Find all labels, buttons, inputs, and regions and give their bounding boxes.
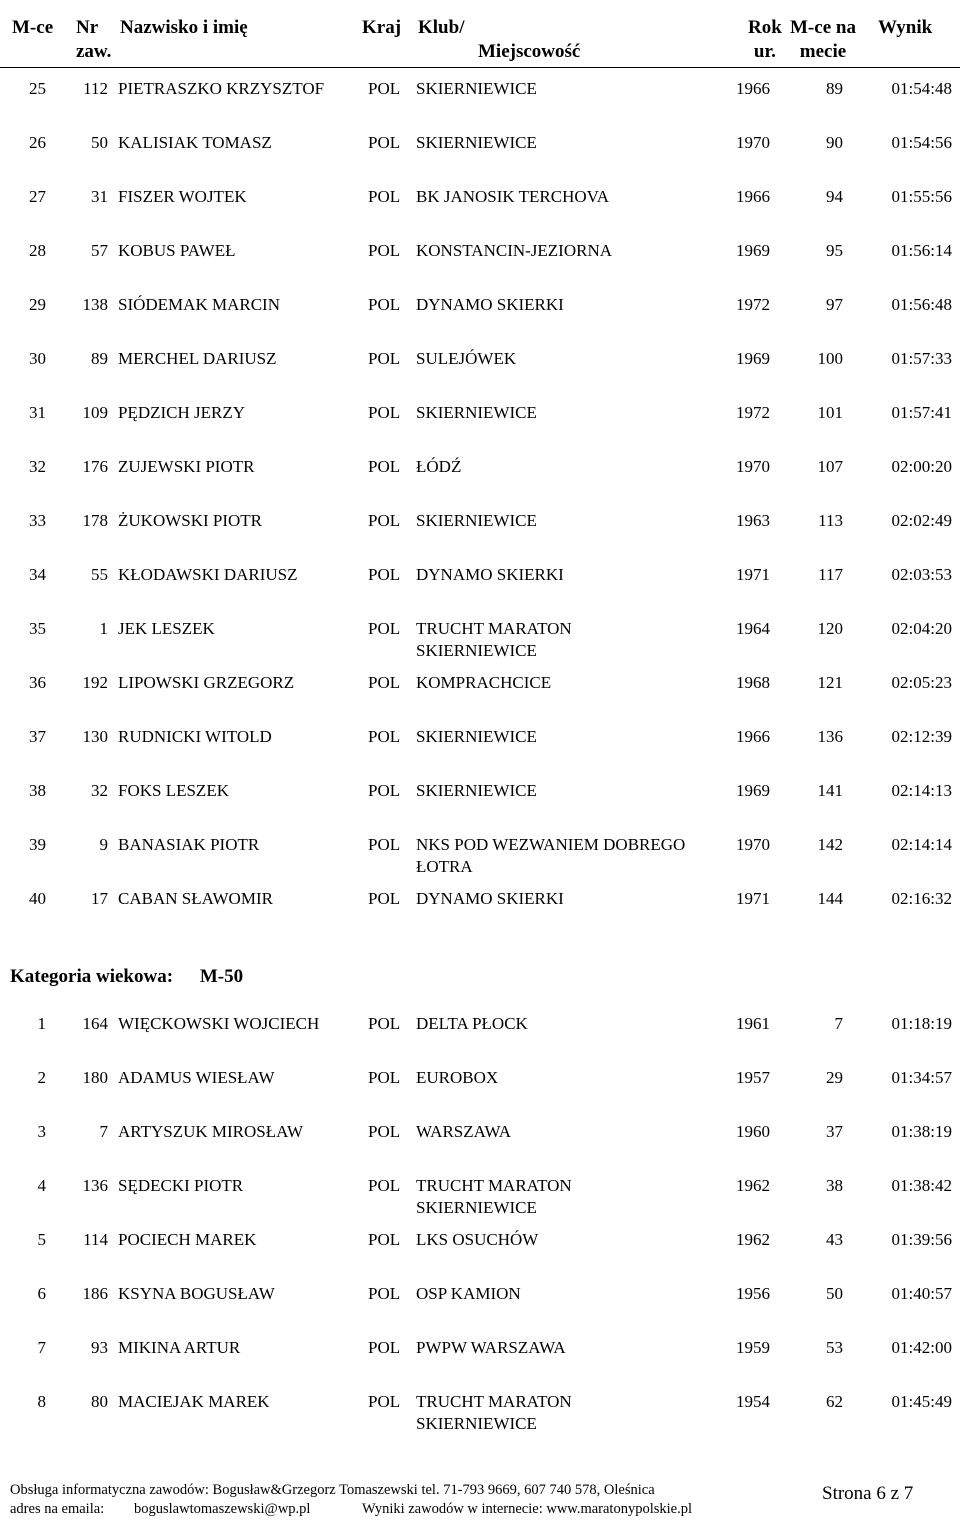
- cell-place: 25: [29, 79, 46, 98]
- club-line: SKIERNIEWICE: [416, 1414, 537, 1433]
- cell-name: ADAMUS WIESŁAW: [118, 1068, 275, 1087]
- cell-club: [416, 888, 564, 910]
- club-line: DYNAMO SKIERKI: [416, 295, 564, 314]
- cell-year: 1962: [736, 1176, 770, 1195]
- table-row: [0, 294, 960, 340]
- cell-result: 02:04:20: [891, 619, 952, 638]
- club-line: SKIERNIEWICE: [416, 511, 537, 530]
- cell-place: 32: [29, 457, 46, 476]
- table-row: [0, 1337, 960, 1383]
- cell-country: POL: [368, 727, 401, 746]
- cell-place: 39: [29, 835, 46, 854]
- cell-bib: 89: [91, 349, 108, 368]
- cell-year: 1972: [736, 403, 770, 422]
- cell-result: 01:39:56: [891, 1230, 952, 1249]
- cell-place: 35: [29, 619, 46, 638]
- table-row: [0, 1175, 960, 1221]
- club-line: KONSTANCIN-JEZIORNA: [416, 241, 613, 260]
- cell-category-place: 90: [826, 133, 843, 152]
- cell-name: FOKS LESZEK: [118, 781, 229, 800]
- cell-club: [416, 294, 564, 316]
- cell-bib: 109: [82, 403, 108, 422]
- cell-place: 31: [29, 403, 46, 422]
- cell-result: 01:56:14: [891, 241, 952, 260]
- footer-service-info: Obsługa informatyczna zawodów: Bogusław&Grzegorz Tomaszewski tel. 71-793 9669, 607 740 578, Oleśnica: [10, 1482, 655, 1498]
- cell-bib: 93: [91, 1338, 108, 1357]
- cell-club: [416, 1229, 538, 1251]
- category-value: M-50: [199, 966, 244, 987]
- cell-category-place: 120: [817, 619, 843, 638]
- header-result: Wynik: [878, 17, 933, 38]
- cell-bib: 192: [82, 673, 108, 692]
- cell-club: [416, 780, 537, 802]
- cell-country: POL: [368, 1338, 401, 1357]
- cell-year: 1954: [736, 1392, 770, 1411]
- club-line: DYNAMO SKIERKI: [416, 889, 564, 908]
- cell-country: POL: [368, 1122, 401, 1141]
- cell-country: POL: [368, 1392, 401, 1411]
- cell-result: 01:57:41: [891, 403, 952, 422]
- cell-category-place: 94: [826, 187, 843, 206]
- cell-bib: 180: [82, 1068, 108, 1087]
- cell-year: 1971: [736, 889, 770, 908]
- cell-category-place: 107: [817, 457, 843, 476]
- cell-club: [416, 618, 572, 662]
- cell-club: [416, 240, 612, 262]
- cell-country: POL: [368, 79, 401, 98]
- cell-year: 1969: [736, 781, 770, 800]
- cell-result: 01:38:42: [891, 1176, 952, 1195]
- cell-country: POL: [368, 457, 401, 476]
- club-line: TRUCHT MARATON: [416, 619, 572, 638]
- table-row: [0, 780, 960, 826]
- cell-year: 1964: [736, 619, 770, 638]
- club-line: EUROBOX: [416, 1068, 499, 1087]
- cell-category-place: 50: [826, 1284, 843, 1303]
- cell-club: [416, 1337, 566, 1359]
- cell-bib: 1: [99, 619, 108, 638]
- cell-year: 1963: [736, 511, 770, 530]
- table-row: [0, 1229, 960, 1275]
- cell-country: POL: [368, 889, 401, 908]
- table-row: [0, 510, 960, 556]
- cell-place: 29: [29, 295, 46, 314]
- table-row: [0, 132, 960, 178]
- cell-club: [416, 510, 537, 532]
- club-line: SKIERNIEWICE: [416, 403, 537, 422]
- cell-bib: 176: [82, 457, 108, 476]
- cell-result: 02:16:32: [891, 889, 952, 908]
- cell-country: POL: [368, 241, 401, 260]
- club-line: SKIERNIEWICE: [416, 781, 537, 800]
- header-place: M-ce: [12, 17, 54, 38]
- cell-place: 3: [37, 1122, 46, 1141]
- cell-club: [416, 456, 461, 478]
- table-row: [0, 834, 960, 880]
- table-header: [0, 0, 960, 68]
- cell-country: POL: [368, 1176, 401, 1195]
- club-line: WARSZAWA: [416, 1122, 511, 1141]
- club-line: PWPW WARSZAWA: [416, 1338, 566, 1357]
- table-row: [0, 726, 960, 772]
- cell-bib: 186: [82, 1284, 108, 1303]
- cell-club: [416, 186, 609, 208]
- table-row: [0, 402, 960, 448]
- cell-bib: 114: [83, 1230, 108, 1249]
- header-name: Nazwisko i imię: [120, 17, 248, 38]
- cell-bib: 57: [91, 241, 108, 260]
- cell-year: 1971: [736, 565, 770, 584]
- cell-club: [416, 1013, 528, 1035]
- cell-year: 1961: [736, 1014, 770, 1033]
- cell-name: KOBUS PAWEŁ: [118, 241, 236, 260]
- cell-result: 01:54:56: [891, 133, 952, 152]
- cell-club: [416, 132, 537, 154]
- cell-place: 4: [37, 1176, 46, 1195]
- table-row: [0, 1391, 960, 1437]
- cell-club: [416, 726, 537, 748]
- cell-category-place: 62: [826, 1392, 843, 1411]
- club-line: SKIERNIEWICE: [416, 133, 537, 152]
- cell-bib: 80: [91, 1392, 108, 1411]
- cell-place: 30: [29, 349, 46, 368]
- cell-bib: 136: [82, 1176, 108, 1195]
- cell-category-place: 37: [826, 1122, 843, 1141]
- club-line: SULEJÓWEK: [416, 349, 517, 368]
- cell-result: 02:14:14: [891, 835, 952, 854]
- club-line: ŁÓDŹ: [416, 457, 462, 476]
- cell-country: POL: [368, 187, 401, 206]
- cell-year: 1970: [736, 133, 770, 152]
- cell-country: POL: [368, 1230, 401, 1249]
- table-row: [0, 1013, 960, 1059]
- cell-bib: 32: [91, 781, 108, 800]
- cell-bib: 55: [91, 565, 108, 584]
- footer: [0, 1480, 960, 1523]
- cell-club: [416, 78, 537, 100]
- cell-country: POL: [368, 619, 401, 638]
- club-line: LKS OSUCHÓW: [416, 1230, 539, 1249]
- cell-bib: 164: [82, 1014, 108, 1033]
- cell-country: POL: [368, 1284, 401, 1303]
- club-line: KOMPRACHCICE: [416, 673, 552, 692]
- cell-country: POL: [368, 511, 401, 530]
- table-row: [0, 672, 960, 718]
- cell-category-place: 7: [834, 1014, 843, 1033]
- cell-place: 34: [29, 565, 46, 584]
- category-label: Kategoria wiekowa:: [10, 966, 174, 987]
- cell-name: ŻUKOWSKI PIOTR: [118, 511, 263, 530]
- cell-name: JEK LESZEK: [118, 619, 215, 638]
- cell-category-place: 144: [817, 889, 843, 908]
- cell-result: 01:34:57: [891, 1068, 952, 1087]
- cell-club: [416, 834, 685, 878]
- cell-club: [416, 1121, 511, 1143]
- cell-result: 02:12:39: [891, 727, 952, 746]
- cell-category-place: 121: [817, 673, 843, 692]
- cell-result: 01:55:56: [891, 187, 952, 206]
- cell-club: [416, 672, 551, 694]
- cell-name: MIKINA ARTUR: [118, 1338, 241, 1357]
- cell-year: 1970: [736, 835, 770, 854]
- cell-year: 1969: [736, 241, 770, 260]
- cell-name: MACIEJAK MAREK: [118, 1392, 270, 1411]
- cell-category-place: 89: [826, 79, 843, 98]
- cell-bib: 178: [82, 511, 108, 530]
- cell-category-place: 136: [817, 727, 843, 746]
- club-line: SKIERNIEWICE: [416, 727, 537, 746]
- cell-year: 1959: [736, 1338, 770, 1357]
- cell-category-place: 117: [818, 565, 843, 584]
- table-row: [0, 186, 960, 232]
- header-country: Kraj: [362, 17, 402, 38]
- cell-name: ZUJEWSKI PIOTR: [118, 457, 255, 476]
- header-bib: Nr zaw.: [76, 17, 112, 62]
- table-row: [0, 1121, 960, 1167]
- cell-place: 36: [29, 673, 46, 692]
- cell-result: 01:38:19: [891, 1122, 952, 1141]
- cell-result: 02:03:53: [891, 565, 952, 584]
- cell-bib: 130: [82, 727, 108, 746]
- cell-category-place: 142: [817, 835, 843, 854]
- table-row: [0, 78, 960, 124]
- cell-bib: 17: [91, 889, 108, 908]
- cell-result: 01:40:57: [891, 1284, 952, 1303]
- cell-year: 1962: [736, 1230, 770, 1249]
- cell-result: 01:57:33: [891, 349, 952, 368]
- cell-result: 02:14:13: [891, 781, 952, 800]
- cell-category-place: 43: [826, 1230, 843, 1249]
- cell-name: CABAN SŁAWOMIR: [118, 889, 273, 908]
- cell-bib: 7: [99, 1122, 108, 1141]
- table-row: [0, 564, 960, 610]
- cell-name: MERCHEL DARIUSZ: [118, 349, 277, 368]
- cell-category-place: 53: [826, 1338, 843, 1357]
- cell-name: POCIECH MAREK: [118, 1230, 257, 1249]
- table-row: [0, 456, 960, 502]
- footer-email-label: adres na emaila:: [10, 1501, 105, 1517]
- cell-club: [416, 1175, 572, 1219]
- cell-result: 01:54:48: [891, 79, 952, 98]
- cell-place: 2: [37, 1068, 46, 1087]
- club-line: TRUCHT MARATON: [416, 1176, 572, 1195]
- cell-year: 1968: [736, 673, 770, 692]
- cell-name: FISZER WOJTEK: [118, 187, 247, 206]
- table-row: [0, 1067, 960, 1113]
- category-heading: [10, 966, 243, 988]
- cell-year: 1956: [736, 1284, 770, 1303]
- cell-place: 33: [29, 511, 46, 530]
- header-year: Rok ur.: [748, 17, 782, 62]
- cell-result: 02:02:49: [891, 511, 952, 530]
- cell-country: POL: [368, 295, 401, 314]
- cell-year: 1966: [736, 79, 770, 98]
- cell-category-place: 101: [817, 403, 843, 422]
- cell-name: KALISIAK TOMASZ: [118, 133, 272, 152]
- cell-country: POL: [368, 835, 401, 854]
- club-line: SKIERNIEWICE: [416, 641, 537, 660]
- cell-name: KŁODAWSKI DARIUSZ: [118, 565, 298, 584]
- cell-year: 1960: [736, 1122, 770, 1141]
- cell-country: POL: [368, 133, 401, 152]
- club-line: NKS POD WEZWANIEM DOBREGO: [416, 835, 686, 854]
- cell-bib: 31: [91, 187, 108, 206]
- club-line: DELTA PŁOCK: [416, 1014, 528, 1033]
- page-number: Strona 6 z 7: [822, 1483, 914, 1504]
- cell-place: 37: [29, 727, 46, 746]
- cell-name: LIPOWSKI GRZEGORZ: [118, 673, 295, 692]
- club-line: BK JANOSIK TERCHOVA: [416, 187, 610, 206]
- cell-category-place: 113: [818, 511, 843, 530]
- cell-name: BANASIAK PIOTR: [118, 835, 260, 854]
- cell-place: 28: [29, 241, 46, 260]
- cell-place: 40: [29, 889, 46, 908]
- cell-bib: 112: [83, 79, 108, 98]
- cell-category-place: 29: [826, 1068, 843, 1087]
- cell-year: 1972: [736, 295, 770, 314]
- club-line: DYNAMO SKIERKI: [416, 565, 564, 584]
- cell-place: 27: [29, 187, 46, 206]
- cell-country: POL: [368, 1068, 401, 1087]
- cell-country: POL: [368, 565, 401, 584]
- cell-result: 01:42:00: [891, 1338, 952, 1357]
- cell-name: KSYNA BOGUSŁAW: [118, 1284, 275, 1303]
- cell-category-place: 141: [817, 781, 843, 800]
- cell-category-place: 100: [817, 349, 843, 368]
- table-row: [0, 348, 960, 394]
- cell-name: PIETRASZKO KRZYSZTOF: [118, 79, 325, 98]
- header-category-place: M-ce na mecie: [790, 17, 856, 62]
- cell-bib: 138: [82, 295, 108, 314]
- club-line: ŁOTRA: [416, 857, 473, 876]
- cell-result: 01:56:48: [891, 295, 952, 314]
- cell-country: POL: [368, 403, 401, 422]
- cell-place: 1: [37, 1014, 46, 1033]
- cell-country: POL: [368, 1014, 401, 1033]
- cell-place: 6: [37, 1284, 46, 1303]
- table-row: [0, 240, 960, 286]
- cell-club: [416, 564, 564, 586]
- cell-country: POL: [368, 349, 401, 368]
- header-divider: [0, 67, 960, 68]
- footer-email[interactable]: boguslawtomaszewski@wp.pl: [134, 1501, 311, 1517]
- cell-bib: 9: [99, 835, 108, 854]
- cell-year: 1966: [736, 187, 770, 206]
- cell-category-place: 38: [826, 1176, 843, 1195]
- cell-country: POL: [368, 673, 401, 692]
- table-row: [0, 888, 960, 934]
- table-row: [0, 1283, 960, 1329]
- cell-name: RUDNICKI WITOLD: [118, 727, 272, 746]
- cell-country: POL: [368, 781, 401, 800]
- cell-club: [416, 348, 516, 370]
- cell-place: 38: [29, 781, 46, 800]
- cell-place: 5: [37, 1230, 46, 1249]
- cell-result: 02:00:20: [891, 457, 952, 476]
- club-line: SKIERNIEWICE: [416, 79, 537, 98]
- cell-result: 01:45:49: [891, 1392, 952, 1411]
- cell-club: [416, 1067, 498, 1089]
- table-row: [0, 618, 960, 664]
- cell-name: SIÓDEMAK MARCIN: [118, 295, 280, 314]
- cell-name: SĘDECKI PIOTR: [118, 1176, 244, 1195]
- cell-name: ARTYSZUK MIROSŁAW: [118, 1122, 304, 1141]
- cell-year: 1970: [736, 457, 770, 476]
- cell-year: 1966: [736, 727, 770, 746]
- cell-category-place: 97: [826, 295, 843, 314]
- cell-place: 7: [37, 1338, 46, 1357]
- cell-year: 1957: [736, 1068, 770, 1087]
- cell-club: [416, 402, 537, 424]
- club-line: SKIERNIEWICE: [416, 1198, 537, 1217]
- cell-club: [416, 1391, 572, 1435]
- cell-name: PĘDZICH JERZY: [118, 403, 246, 422]
- header-club: Klub/ Miejscowość: [418, 17, 581, 62]
- cell-name: WIĘCKOWSKI WOJCIECH: [118, 1014, 320, 1033]
- footer-results-link[interactable]: Wyniki zawodów w internecie: www.maratonypolskie.pl: [362, 1501, 692, 1517]
- cell-place: 8: [37, 1392, 46, 1411]
- club-line: OSP KAMION: [416, 1284, 521, 1303]
- cell-category-place: 95: [826, 241, 843, 260]
- club-line: TRUCHT MARATON: [416, 1392, 572, 1411]
- cell-result: 01:18:19: [891, 1014, 952, 1033]
- cell-result: 02:05:23: [891, 673, 952, 692]
- cell-club: [416, 1283, 521, 1305]
- cell-bib: 50: [91, 133, 108, 152]
- cell-year: 1969: [736, 349, 770, 368]
- cell-place: 26: [29, 133, 46, 152]
